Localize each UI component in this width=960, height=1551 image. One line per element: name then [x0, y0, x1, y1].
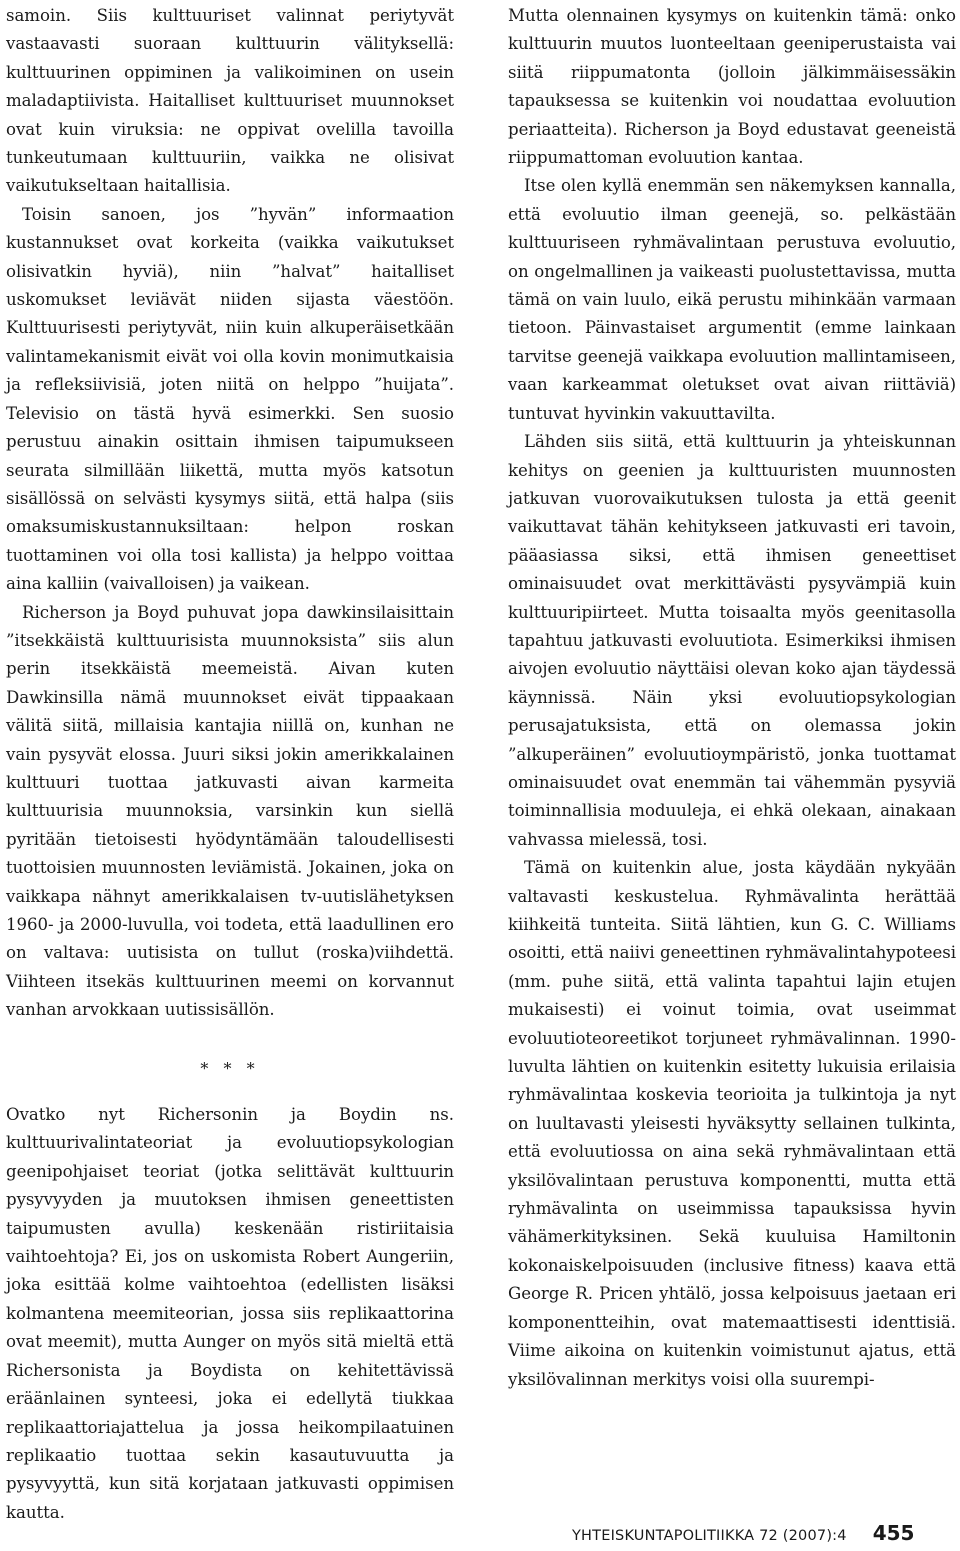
section-separator: * * * — [200, 1058, 260, 1078]
paragraph: Tämä on kuitenkin alue, josta käydään nykyään valtavasti keskustelua. Ryhmävalinta herättää kiihkeitä tunteita. Siitä lähtien, kun G. C. Williams osoitti, että naiivi geneettinen ryhmävalintahypoteesi (mm. puhe siitä, että valinta tapahtui lajin etujen mukaisesti) ei voinut toimia, ovat useimmat evoluutioteoreetikot torjuneet ryhmävalinnan. 1990-luvulta lähtien on kuitenkin esitetty lukuisia erilaisia ryhmävalintaa koskevia teorioita ja tulkintoja ja nyt on luultavasti yleisesti hyväksytty sellainen tulkinta, että evoluutiossa on aina sekä ryhmävalintaan että yksilövalintaan perustuva komponentti, mutta että ryhmävalinta on useimmissa tapauksissa hyvin vähämerkityksinen. Sekä kuuluisa Hamiltonin kokonaiskelpoisuuden (inclusive fitness) kaava että George R. Pricen yhtälö, jossa kelpoisuus jaetaan eri komponentteihin, ovat matemaattisesti identtisiä. Viime aikoina on kuitenkin voimistunut ajatus, että yksilövalinnan merkitys voisi olla suurempi- — [508, 858, 956, 1389]
paragraph: Toisin sanoen, jos ”hyvän” informaation kustannukset ovat korkeita (vaikka vaikutukset olisivatkin hyviä), niin ”halvat” haitalliset uskomukset leviävät niiden sijasta väestöön. Kulttuurisesti periytyvät, niin kuin alkuperäisetkään valintamekanismit eivät voi olla kovin monimutkaisia ja refleksiivisiä, joten niitä on helppo ”huijata”. Televisio on tästä hyvä esimerkki. Sen suosio perustuu ainakin osittain ihmisen taipumukseen seurata silmillään liikettä, mutta myös katsotun sisällössä on selvästi kysymys siitä, että halpa (siis omaksumiskustannuksiltaan: helpon roskan tuottaminen voi olla tosi kallista) ja helppo voittaa aina kalliin (vaivalloisen) ja vaikean. — [6, 204, 454, 594]
paragraph: Itse olen kyllä enemmän sen näkemyksen kannalla, että evoluutio ilman geenejä, so. pelkästään kulttuuriseen ryhmävalintaan perustuva evoluutio, on ongelmallinen ja vaikeasti puolustettavissa, mutta tämä on vain luulo, eikä perustu mihinkään varmaan tietoon. Päinvastaiset argumentit (emme lainkaan tarvitse geenejä vaikkapa evoluution mallintamiseen, vaan karkeammat oletukset ovat aivan riittäviä) tuntuvat hyvinkin vakuuttavilta. — [508, 176, 956, 423]
paragraph: Lähden siis siitä, että kulttuurin ja yhteiskunnan kehitys on geenien ja kulttuuristen muunnosten jatkuvan vuorovaikutuksen tulosta ja että geenit vaikuttavat tähän kehitykseen jatkuvasti eri tavoin, pääasiassa siksi, että ihmisen geneettiset ominaisuudet ovat merkittävästi pysyvämpiä kuin kulttuuripiirteet. Mutta toisaalta myös geenitasolla tapahtuu jatkuvasti evoluutiota. Esimerkiksi ihmisen aivojen evoluutio näyttäisi olevan koko ajan täydessä käynnissä. Näin yksi evoluutiopsykologian perusajatuksista, että on olemassa jokin ”alkuperäinen” evoluutioympäristö, jonka tuottamat ominaisuudet ovat enemmän tai vähemmän pysyviä toiminnallisia moduuleja, ei ehkä olekaan, ainakaan vahvassa mielessä, tosi. — [508, 432, 956, 849]
paragraph: Richerson ja Boyd puhuvat jopa dawkinsilaisittain ”itsekkäistä kulttuurisista muunnoksista” siis alun perin itsekkäistä meemeistä. Aivan kuten Dawkinsilla nämä muunnokset eivät tippaakaan välitä siitä, millaisia kantajia niillä on, kunhan ne vain pysyvät elossa. Juuri siksi jokin amerikkalainen kulttuuri tuottaa jatkuvasti aivan karmeita kulttuurisia muunnoksia, varsinkin kun siellä pyritään tietoisesti hyödyntämään taloudellisesti tuottoisien muunnosten leviämistä. Jokainen, joka on vaikkapa nähnyt amerikkalaisen tv-uutislähetyksen 1960- ja 2000-luvulla, voi todeta, että laadullinen ero on valtava: uutisista on tullut (roska)viihdettä. Viihteen itsekäs kulttuurinen meemi on korvannut vanhan arvokkaan uutissisällön. — [6, 602, 454, 1020]
right-column — [508, 2, 956, 1394]
paragraph: samoin. Siis kulttuuriset valinnat periytyvät vastaavasti suoraan kulttuurin välityksellä: kulttuurinen oppiminen ja valikoiminen on usein maladaptiivista. Haitalliset kulttuuriset muunnokset ovat kuin viruksia: ne oppivat ovelilla tavoilla tunkeutumaan kulttuuriin, vaikka ne olisivat vaikutukseltaan haitallisia. — [6, 6, 454, 196]
paragraph: Ovatko nyt Richersonin ja Boydin ns. kulttuurivalintateoriat ja evoluutiopsykologian geenipohjaiset teoriat (jotka selittävät kulttuurin pysyvyyden ja muutoksen ihmisen geneettisten taipumusten avulla) keskenään ristiriitaisia vaihtoehtoja? Ei, jos on uskomista Robert Aungeriin, joka esittää kolme vaihtoehtoa (edellisten lisäksi kolmantena meemiteorian, jossa siis replikaattorina ovat meemit), mutta Aunger on myös sitä mieltä että Richersonista ja Boydista on kehitettävissä eräänlainen synteesi, joka ei edellytä tiukkaa replikaattoriajattelua ja jossa heikompilaatuinen replikaatio tuottaa sekin kasautuvuutta ja pysyvyyttä, kun sitä korjataan jatkuvasti oppimisen kautta. — [6, 1105, 454, 1522]
journal-citation: YHTEISKUNTAPOLITIIKKA 72 (2007):4 — [572, 1528, 847, 1544]
paragraph: Mutta olennainen kysymys on kuitenkin tämä: onko kulttuurin muutos luonteeltaan geeniperustaista vai siitä riippumatonta (jolloin jälkimmäisessäkin tapauksessa se kuitenkin voi noudattaa evoluution periaatteita). Richerson ja Boyd edustavat geeneistä riippumattoman evoluution kantaa. — [508, 6, 956, 168]
left-column — [6, 2, 454, 1527]
page-footer — [572, 1521, 914, 1545]
page-number: 455 — [872, 1521, 915, 1545]
